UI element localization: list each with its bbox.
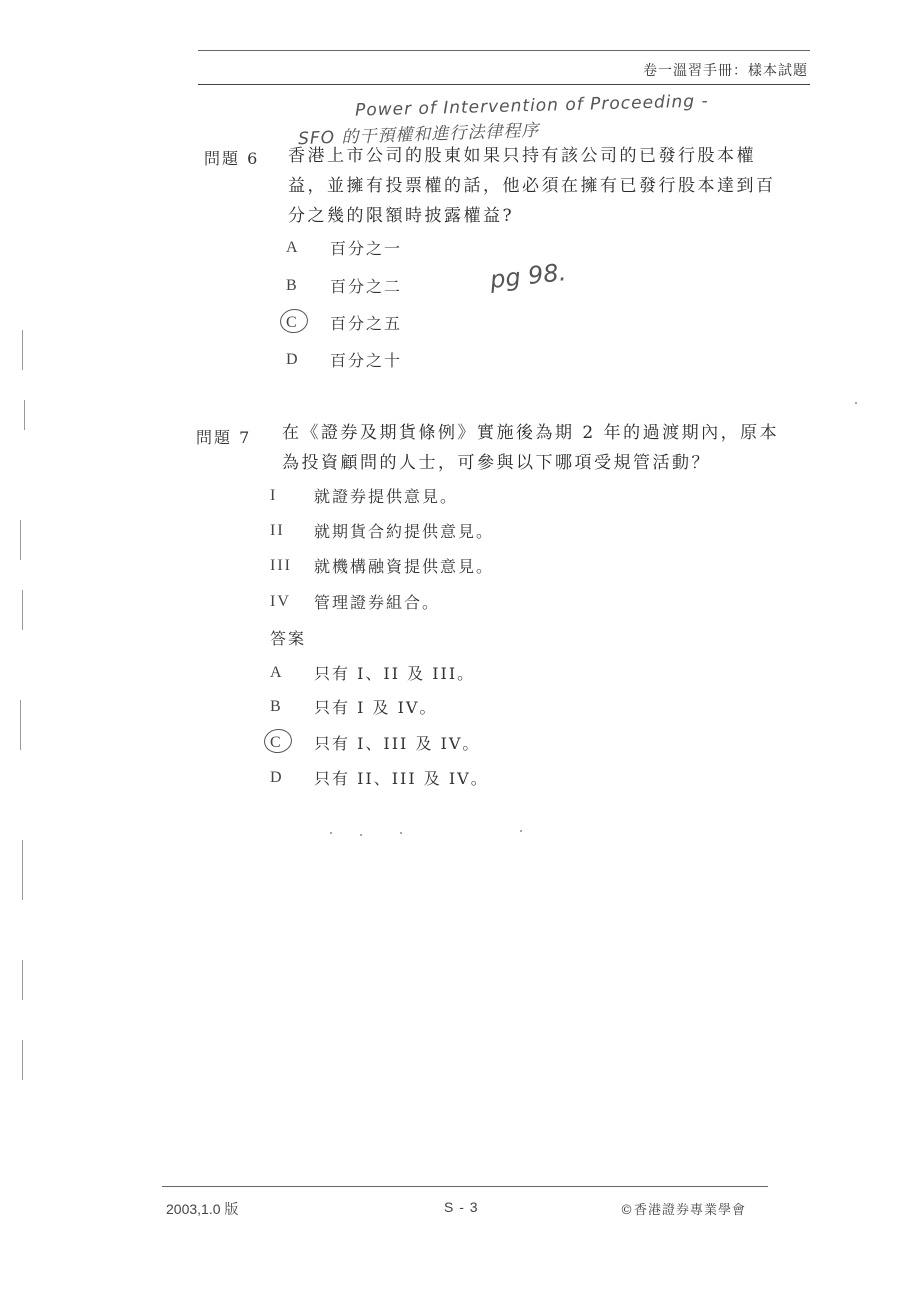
option-letter: D	[286, 350, 300, 368]
statement-numeral: II	[270, 521, 285, 539]
question6-option-b	[286, 274, 402, 297]
footer-edition: 2003,1.0 版	[166, 1201, 239, 1217]
question7-line: 在《證券及期貨條例》實施後為期 2 年的過渡期內，原本	[282, 423, 780, 443]
question7-option-a	[270, 661, 475, 684]
statement-text: 管理證券組合。	[314, 593, 441, 612]
option-letter: D	[270, 768, 284, 786]
option-letter-circled: C	[286, 314, 330, 332]
scan-edge-mark	[22, 960, 23, 1000]
question7-statement-3	[270, 554, 494, 577]
handwritten-note-line1: Power of Intervention of Proceeding -	[354, 91, 709, 121]
question6-option-d	[286, 348, 402, 371]
header-rule-bottom	[198, 84, 810, 85]
question6-label: 問題 6	[204, 149, 260, 168]
option-text: 只有 I、II 及 III。	[314, 664, 476, 683]
scan-speck	[330, 832, 332, 834]
question6-line: 益，並擁有投票權的話，他必須在擁有已發行股本達到百	[288, 176, 776, 196]
scan-edge-mark	[20, 520, 21, 560]
option-letter: B	[270, 697, 283, 715]
option-letter: B	[286, 276, 299, 294]
statement-numeral: I	[270, 486, 278, 504]
option-text: 只有 I 及 IV。	[314, 698, 438, 717]
option-letter: A	[286, 238, 300, 256]
handwritten-note-line2: SFO 的干預權和進行法律程序	[297, 120, 540, 150]
question7-option-c	[270, 731, 480, 754]
answer-label: 答案	[270, 629, 307, 648]
statement-text: 就證券提供意見。	[314, 487, 459, 506]
statement-text: 就期貨合約提供意見。	[314, 522, 495, 541]
question7-text	[282, 418, 802, 478]
option-text: 只有 I、III 及 IV。	[314, 734, 481, 753]
question7-statement-2	[270, 519, 494, 542]
option-text: 百分之十	[330, 351, 403, 370]
question7-statement-4	[270, 590, 440, 613]
header-title: 卷一溫習手冊：樣本試題	[643, 63, 808, 79]
scan-edge-mark	[22, 840, 23, 900]
handwritten-page-ref: pg 98.	[488, 258, 568, 294]
footer-copyright: ©香港證券專業學會	[620, 1203, 747, 1218]
question7-line: 為投資顧問的人士，可參與以下哪項受規管活動？	[282, 453, 711, 473]
statement-text: 就機構融資提供意見。	[314, 557, 495, 576]
scan-edge-mark	[24, 400, 25, 430]
question7-answer-label	[270, 626, 306, 649]
question6-text	[288, 141, 808, 231]
question7-option-d	[270, 766, 489, 789]
footer-page-number: S - 3	[444, 1199, 479, 1215]
question7-label: 問題 7	[196, 428, 252, 447]
option-text: 百分之一	[330, 239, 403, 258]
statement-numeral: III	[270, 556, 292, 574]
option-letter: A	[270, 663, 284, 681]
option-text: 百分之五	[330, 314, 403, 333]
question6-line: 香港上市公司的股東如果只持有該公司的已發行股本權	[288, 146, 756, 166]
scan-edge-mark	[20, 700, 21, 750]
question6-option-a	[286, 236, 402, 259]
scan-edge-mark	[22, 330, 23, 370]
scan-speck	[520, 830, 522, 832]
option-letter-circled: C	[270, 734, 314, 752]
question6-option-c	[286, 311, 402, 334]
question7-statement-1	[270, 484, 458, 507]
scan-speck	[400, 832, 402, 834]
scan-speck	[855, 402, 857, 404]
statement-numeral: IV	[270, 592, 291, 610]
option-text: 只有 II、III 及 IV。	[314, 769, 489, 788]
question7-option-b	[270, 695, 437, 718]
scan-edge-mark	[22, 1040, 23, 1080]
scan-speck	[360, 834, 362, 836]
footer-rule	[162, 1186, 768, 1187]
scan-edge-mark	[22, 590, 23, 630]
header-rule-top	[198, 50, 810, 51]
question6-line: 分之幾的限額時披露權益?	[288, 206, 515, 226]
option-text: 百分之二	[330, 277, 403, 296]
